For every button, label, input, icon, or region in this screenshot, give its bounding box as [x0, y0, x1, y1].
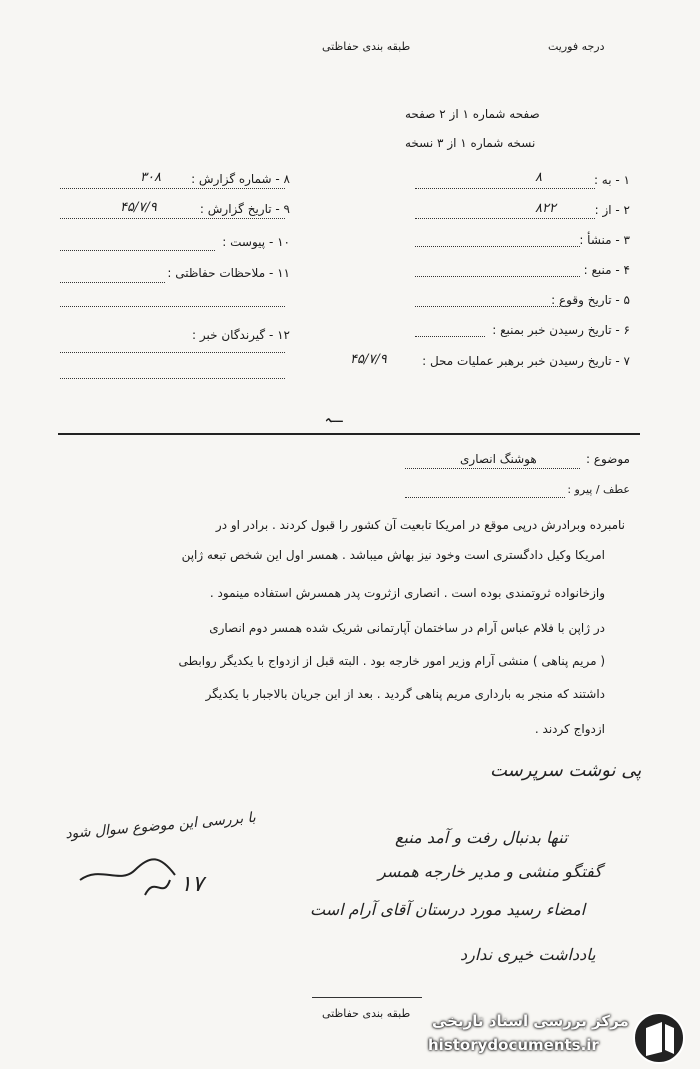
footer-rule	[312, 997, 422, 998]
body-line-2: امریکا وکیل دادگستری است وخود نیز بهاش میباشد . همسر اول این شخص تبعه ژاپن	[181, 548, 605, 562]
handwritten-note-4: یادداشت خیری ندارد	[460, 945, 596, 964]
body-line-3: وازخانواده ثروتمندی بوده است . انصاری ازثروت پدر همسرش استفاده مینمود .	[209, 586, 605, 600]
subject-line	[405, 468, 580, 469]
body-line-5: ( مریم پناهی ) منشی آرام وزیر امور خارجه بود . البته قبل از ازدواج با یکدیگر روابطی	[178, 654, 605, 668]
handwritten-number: ۱۷	[180, 872, 204, 897]
security-notes-line-2	[60, 306, 285, 307]
handwritten-note-3: امضاء رسید مورد درستان آقای آرام است	[310, 900, 586, 919]
news-to-leader-date-value: ۴۵/۷/۹	[350, 352, 387, 367]
report-number-label: ۸ - شماره گزارش :	[191, 172, 290, 186]
to-value: ۸	[535, 170, 542, 185]
report-date-line	[60, 218, 285, 219]
footer-classification-label: طبقه بندی حفاظتی	[322, 1007, 411, 1020]
attachment-line	[60, 250, 215, 251]
origin-line	[415, 246, 580, 247]
body-line-7: ازدواج کردند .	[534, 722, 605, 736]
divider-rule	[58, 433, 640, 435]
archive-logo-icon	[630, 1010, 688, 1066]
security-notes-label: ۱۱ - ملاحظات حفاظتی :	[167, 266, 290, 280]
handwritten-closing: پی نوشت سرپرست	[490, 760, 642, 781]
to-label: ۱ - به :	[593, 173, 630, 187]
page-number-line: صفحه شماره ۱ از ۲ صفحه	[405, 107, 540, 121]
subject-label: موضوع :	[585, 452, 630, 466]
report-date-value: ۴۵/۷/۹	[120, 200, 157, 215]
classification-label: طبقه بندی حفاظتی	[322, 40, 411, 53]
to-line	[415, 188, 595, 189]
news-to-source-date-line	[415, 336, 485, 337]
watermark-title: مرکز بررسی اسناد تاریخی	[432, 1012, 629, 1030]
reference-label: عطف / پیرو :	[567, 483, 630, 496]
recipients-line-1	[60, 352, 285, 353]
from-line	[415, 218, 595, 219]
recipients-line-2	[60, 378, 285, 379]
source-label: ۴ - منبع :	[583, 263, 630, 277]
from-label: ۲ - از :	[594, 203, 630, 217]
report-number-value: ۳۰۸	[140, 170, 161, 185]
handwritten-note-2: گفتگو منشی و مدیر خارجه همسر	[378, 862, 602, 881]
stamp-mark: ـــہ	[325, 412, 343, 425]
source-line	[415, 276, 580, 277]
news-to-source-date-label: ۶ - تاریخ رسیدن خبر بمنبع :	[492, 323, 630, 337]
recipients-label: ۱۲ - گیرندگان خبر :	[192, 328, 290, 342]
security-notes-line-1	[60, 282, 165, 283]
news-to-leader-date-label: ۷ - تاریخ رسیدن خبر برهبر عملیات محل :	[422, 354, 630, 368]
priority-label: درجه فوریت	[548, 40, 605, 53]
handwritten-note-1: تنها بدنبال رفت و آمد منبع	[395, 828, 568, 847]
subject-value: هوشنگ انصاری	[460, 452, 537, 466]
body-line-4: در ژاپن با فلام عباس آرام در ساختمان آپارتمانی شریک شده همسر دوم انصاری	[209, 621, 605, 635]
copy-number-line: نسخه شماره ۱ از ۳ نسخه	[405, 136, 536, 150]
reference-line	[405, 497, 565, 498]
body-line-6: داشتند که منجر به بارداری مریم پناهی گردید . بعد از این جریان بالاجبار با یکدیگر	[205, 687, 605, 701]
attachment-label: ۱۰ - پیوست :	[222, 235, 290, 249]
body-line-1: نامبرده وبرادرش درپی موقع در امریکا تابعیت آن کشور را قبول کردند . برادر او در	[215, 518, 625, 532]
handwritten-left-note: با بررسی این موضوع سوال شود	[64, 809, 257, 843]
from-value: ۸۲۲	[535, 201, 556, 216]
origin-label: ۳ - منشأ :	[579, 233, 630, 247]
report-number-line	[60, 188, 285, 189]
event-date-label: ۵ - تاریخ وقوع :	[551, 293, 630, 307]
watermark-url: historydocuments.ir	[428, 1036, 599, 1054]
report-date-label: ۹ - تاریخ گزارش :	[199, 202, 290, 216]
event-date-line	[415, 306, 560, 307]
